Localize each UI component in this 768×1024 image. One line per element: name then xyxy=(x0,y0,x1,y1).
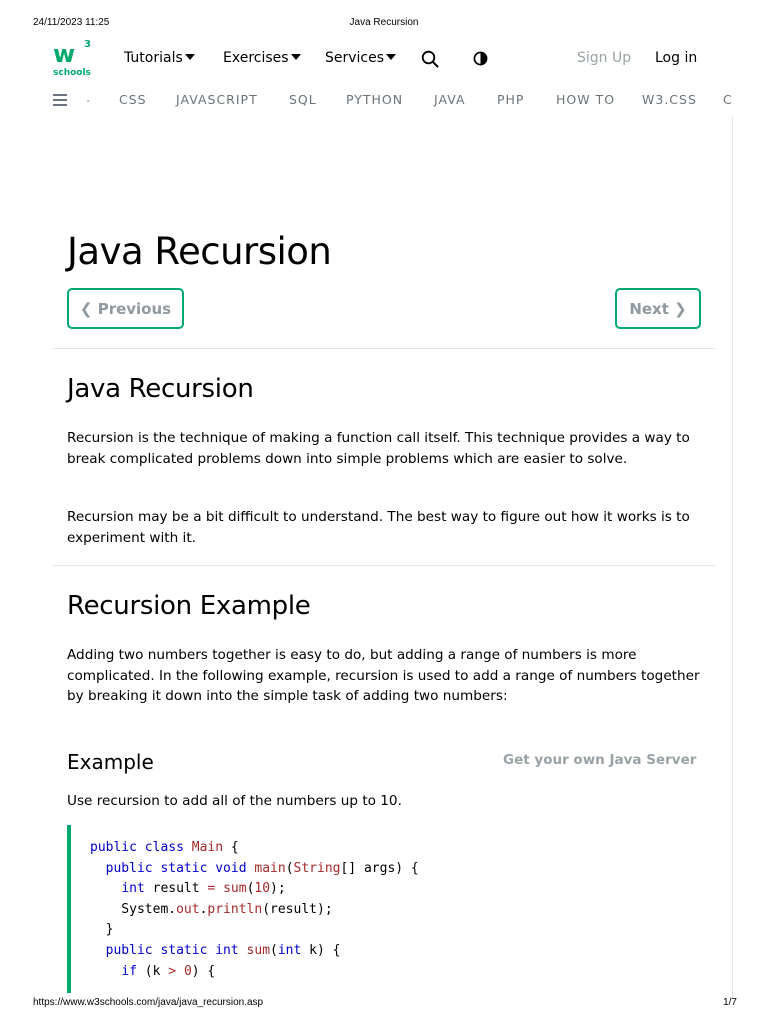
search-icon[interactable] xyxy=(421,50,439,68)
hamburger-icon[interactable] xyxy=(53,94,67,106)
subnav-item-sql[interactable]: SQL xyxy=(289,92,317,107)
code-line-3: int result = sum(10); xyxy=(121,881,286,896)
code-line-4: System.out.println(result); xyxy=(90,902,333,917)
page-title: Java Recursion xyxy=(67,230,332,273)
code-line-5: } xyxy=(90,922,114,937)
subnav-item-w3css[interactable]: W3.CSS xyxy=(642,92,697,107)
caret-down-icon xyxy=(291,54,301,60)
print-url: https://www.w3schools.com/java/java_recursion.asp xyxy=(33,997,264,1008)
difficulty-paragraph: Recursion may be a bit difficult to understand. The best way to figure out how it works is to experiment with it. xyxy=(67,509,690,546)
top-navbar xyxy=(0,38,768,82)
example-intro-paragraph: Adding two numbers together is easy to do, but adding a range of numbers is more complicated. In the following example, recursion is used to add a range of numbers together by breaking it down into the simple task of adding two numbers: xyxy=(67,647,700,704)
caret-down-icon xyxy=(185,54,195,60)
contrast-icon[interactable] xyxy=(473,51,488,66)
subnav-item-java[interactable]: JAVA xyxy=(434,92,466,107)
log-in-link[interactable]: Log in xyxy=(655,50,698,66)
logo-subtext: schools xyxy=(53,68,91,78)
section-heading-java-recursion: Java Recursion xyxy=(67,374,254,404)
section-heading-recursion-example: Recursion Example xyxy=(67,591,311,621)
logo-superscript: 3 xyxy=(84,39,91,50)
code-line-7: if (k > 0) { xyxy=(121,964,216,979)
tutorials-label: Tutorials xyxy=(124,50,183,66)
subnav-item-php[interactable]: PHP xyxy=(497,92,525,107)
subnav-item-css[interactable]: CSS xyxy=(119,92,147,107)
subnav-overflow-dot: . xyxy=(86,91,91,106)
subnav-item-c[interactable]: C xyxy=(723,92,733,107)
intro-paragraph: Recursion is the technique of making a function call itself. This technique provides a way to break complicated problems down into simple problems which are easier to solve. xyxy=(67,430,690,467)
print-datetime: 24/11/2023 11:25 xyxy=(33,17,110,28)
next-button[interactable]: Next ❯ xyxy=(615,288,701,329)
example-heading: Example xyxy=(67,750,154,774)
subnav-item-how-to[interactable]: HOW TO xyxy=(556,92,616,107)
logo-letter: w xyxy=(53,40,75,68)
exercises-menu[interactable] xyxy=(223,50,301,66)
divider xyxy=(52,565,716,566)
code-example xyxy=(67,825,717,993)
subnav-item-python[interactable]: PYTHON xyxy=(346,92,404,107)
subnav-item-javascript[interactable]: JAVASCRIPT xyxy=(176,92,258,107)
previous-button[interactable]: ❮ Previous xyxy=(67,288,184,329)
code-line-2: public static void main(String[] args) { xyxy=(105,861,419,876)
example-description: Use recursion to add all of the numbers up to 10. xyxy=(67,793,402,809)
services-menu[interactable] xyxy=(325,50,396,66)
subject-navbar xyxy=(0,90,733,112)
print-page-number: 1/7 xyxy=(723,997,737,1008)
code-line-1: public class Main { xyxy=(90,840,239,855)
caret-down-icon xyxy=(386,54,396,60)
print-page-title: Java Recursion xyxy=(349,17,419,28)
code-line-6: public static int sum(int k) { xyxy=(105,943,341,958)
get-java-server-link[interactable]: Get your own Java Server xyxy=(503,752,697,768)
services-label: Services xyxy=(325,50,385,66)
w3schools-logo[interactable] xyxy=(53,39,97,80)
tutorials-menu[interactable] xyxy=(124,50,195,66)
sign-up-link[interactable]: Sign Up xyxy=(577,50,632,66)
print-footer xyxy=(0,997,768,1011)
divider xyxy=(52,348,716,349)
print-header xyxy=(0,17,768,31)
exercises-label: Exercises xyxy=(223,50,289,66)
content-right-border xyxy=(732,116,733,1000)
